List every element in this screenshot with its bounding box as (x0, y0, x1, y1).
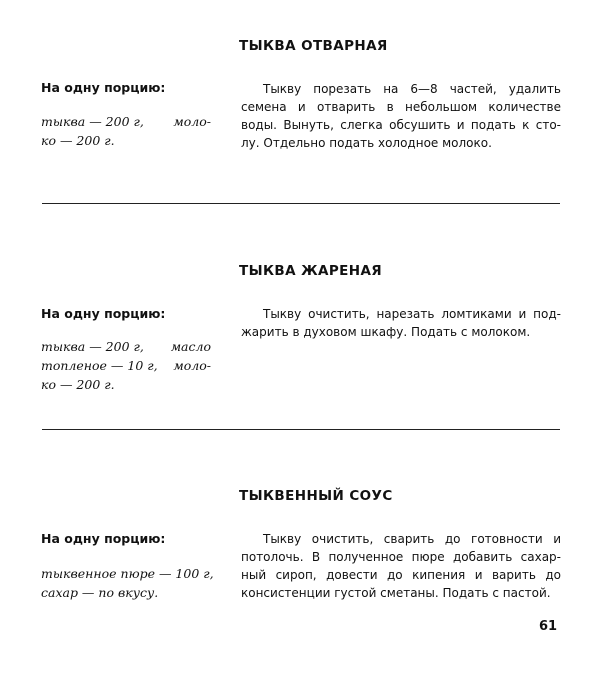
ingredient-text: сахар — по вкусу. (41, 585, 159, 600)
instruction-line: Тыкву очистить, сварить до готовности и (263, 532, 561, 546)
ingredient-text: масло (170, 339, 211, 354)
recipe-title: ТЫКВА ЖАРЕНАЯ (239, 263, 383, 279)
ingredient-line (41, 112, 211, 131)
instructions-text (241, 530, 561, 602)
section-divider (42, 203, 560, 204)
instruction-line: потолочь. В полученное пюре добавить сахар- (241, 550, 561, 564)
page-number: 61 (539, 619, 558, 634)
instructions-text (241, 305, 561, 341)
ingredient-text: моло- (173, 114, 211, 129)
ingredient-line (41, 564, 214, 583)
portion-label: На одну порцию: (41, 80, 166, 95)
ingredient-text: ко — 200 г. (41, 377, 115, 392)
portion-label: На одну порцию: (41, 531, 166, 546)
instruction-line: жарить в духовом шкафу. Подать с молоком. (241, 325, 531, 339)
ingredient-text: моло- (173, 358, 211, 373)
instruction-line: воды. Вынуть, слегка обсушить и подать к сто- (241, 118, 561, 132)
instruction-line: лу. Отдельно подать холодное молоко. (241, 136, 492, 150)
ingredient-line (41, 356, 211, 375)
ingredient-text: ко — 200 г. (41, 133, 115, 148)
recipe-title: ТЫКВЕННЫЙ СОУС (239, 488, 393, 504)
portion-label: На одну порцию: (41, 306, 166, 321)
ingredient-line (41, 131, 211, 150)
ingredient-line (41, 583, 211, 602)
instruction-line: Тыкву порезать на 6—8 частей, удалить (263, 82, 561, 96)
ingredient-text: тыквенное пюре — 100 г, (41, 566, 214, 581)
instruction-line: ный сироп, довести до кипения и варить до (241, 568, 561, 582)
ingredient-text: топленое — 10 г, (41, 358, 158, 373)
ingredient-text: тыква — 200 г, (41, 114, 144, 129)
instruction-line: консистенции густой сметаны. Подать с пастой. (241, 586, 551, 600)
instruction-line: семена и отварить в небольшом количестве (241, 100, 561, 114)
ingredients-list (41, 112, 211, 150)
instructions-text (241, 80, 561, 152)
ingredient-line (41, 337, 211, 356)
ingredient-line (41, 375, 211, 394)
section-divider (42, 429, 560, 430)
instruction-line: Тыкву очистить, нарезать ломтиками и под- (263, 307, 561, 321)
ingredient-text: тыква — 200 г, (41, 339, 144, 354)
ingredients-list (41, 337, 211, 394)
ingredients-list (41, 564, 214, 602)
recipe-title: ТЫКВА ОТВАРНАЯ (239, 38, 388, 54)
